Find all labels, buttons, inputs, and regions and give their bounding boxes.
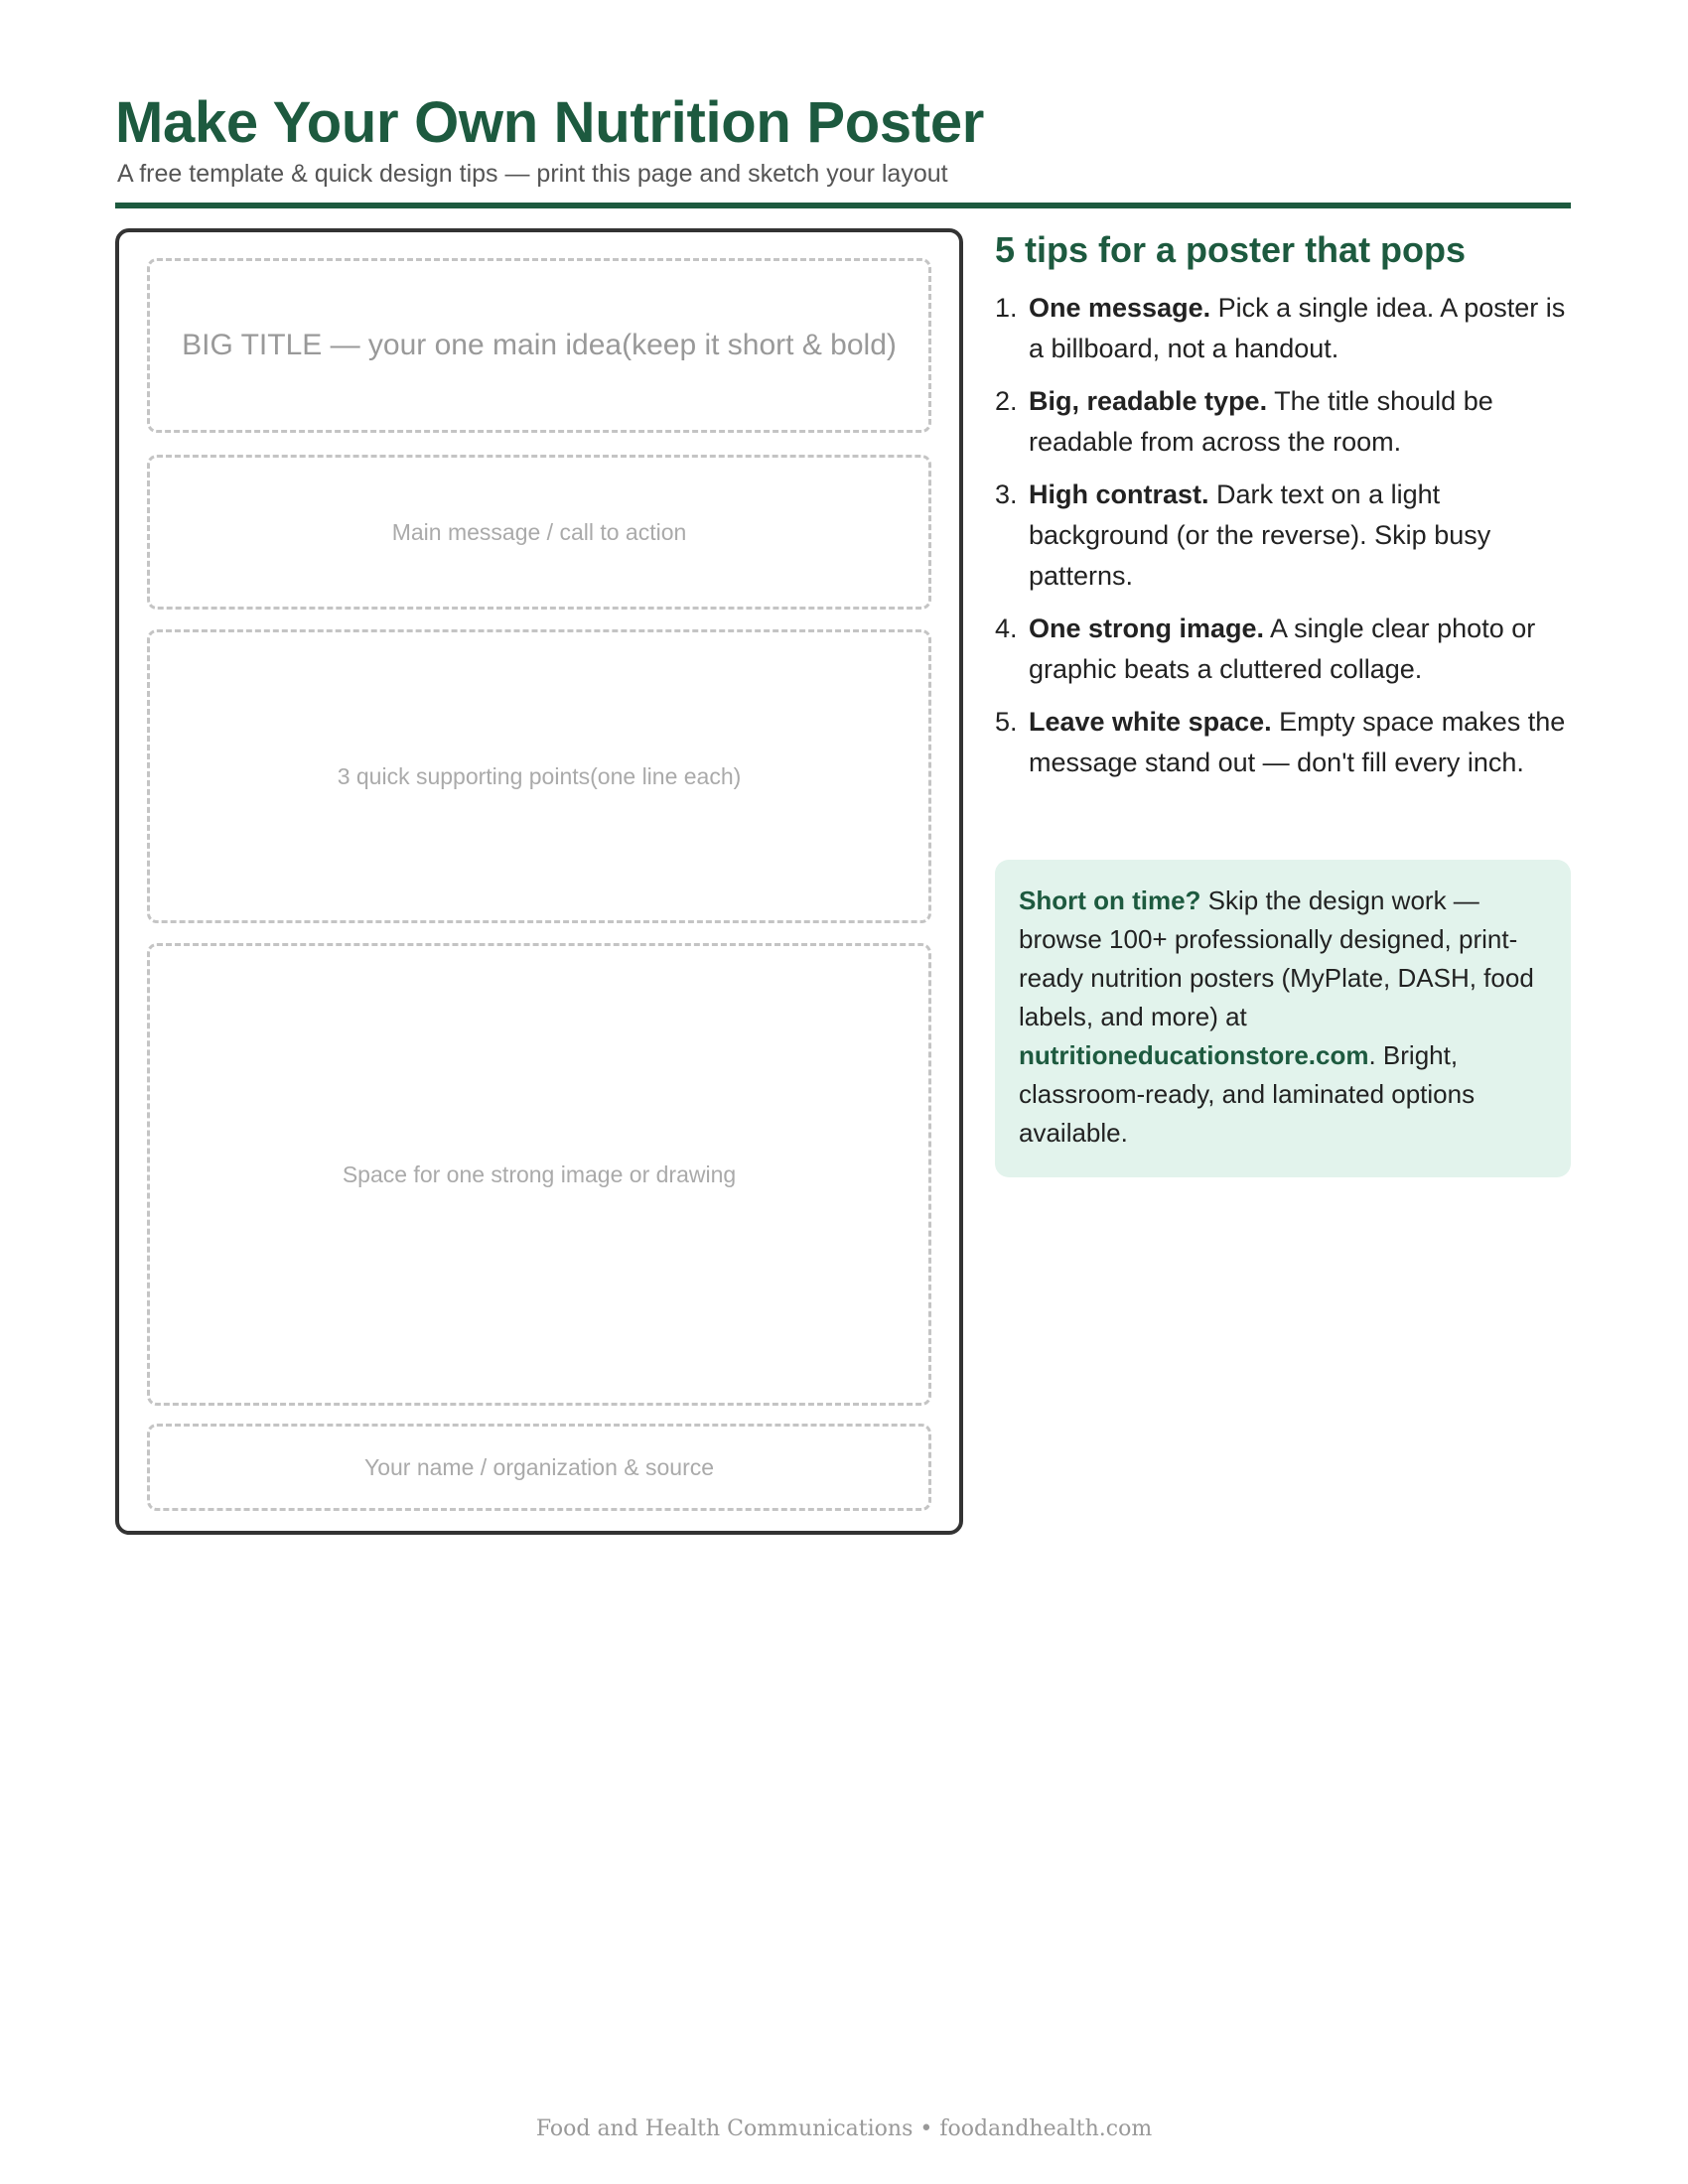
- supporting-points-placeholder-zone: 3 quick supporting points(one line each): [147, 629, 931, 923]
- promo-text-end: . Bright, classroom-ready, and laminated options available.: [1019, 1040, 1476, 1148]
- image-placeholder-zone: Space for one strong image or drawing: [147, 943, 931, 1406]
- credit-placeholder-zone: Your name / organization & source: [147, 1424, 931, 1511]
- tip-text: Pick a single idea. A poster is a billboard, not a handout.: [1029, 293, 1566, 363]
- title-placeholder-zone: BIG TITLE — your one main idea(keep it short & bold): [147, 258, 931, 433]
- tip-lead: Big, readable type.: [1029, 386, 1268, 416]
- tip-lead: Leave white space.: [1029, 707, 1272, 737]
- page-title: Make Your Own Nutrition Poster: [115, 90, 985, 155]
- promo-text: Skip the design work — browse 100+ professionally designed, print-ready nutrition posters (MyPlate, DASH, food labels, and more) at: [1019, 886, 1534, 1031]
- tip-number: 2.: [995, 386, 1018, 416]
- tip-lead: One strong image.: [1029, 614, 1265, 643]
- store-link[interactable]: nutritioneducationstore.com: [1019, 1040, 1369, 1070]
- promo-callout: [995, 860, 1571, 1177]
- tip-text: Empty space makes the message stand out — don't fill every inch.: [1029, 707, 1566, 777]
- tips-heading: 5 tips for a poster that pops: [995, 229, 1467, 270]
- page-subtitle: A free template & quick design tips — print this page and sketch your layout: [117, 160, 948, 188]
- tip-item: [995, 381, 1571, 463]
- tip-text: Dark text on a light background (or the reverse). Skip busy patterns.: [1029, 479, 1491, 591]
- page-footer: Food and Health Communications • foodandhealth.com: [535, 2116, 1153, 2141]
- tip-text: The title should be readable from across the room.: [1029, 386, 1493, 457]
- tip-text: A single clear photo or graphic beats a cluttered collage.: [1029, 614, 1536, 684]
- tip-lead: One message.: [1029, 293, 1211, 323]
- tip-number: 3.: [995, 479, 1018, 509]
- tip-item: [995, 475, 1571, 597]
- tip-item: [995, 702, 1571, 783]
- tip-number: 1.: [995, 293, 1018, 323]
- tip-item: [995, 609, 1571, 690]
- tip-number: 5.: [995, 707, 1018, 737]
- tip-lead: High contrast.: [1029, 479, 1209, 509]
- tip-number: 4.: [995, 614, 1018, 643]
- tips-list: [995, 288, 1571, 795]
- message-placeholder-zone: Main message / call to action: [147, 455, 931, 610]
- tip-item: [995, 288, 1571, 369]
- poster-template-frame: [115, 228, 963, 1535]
- title-divider: [115, 203, 1571, 208]
- promo-lead: Short on time?: [1019, 886, 1201, 915]
